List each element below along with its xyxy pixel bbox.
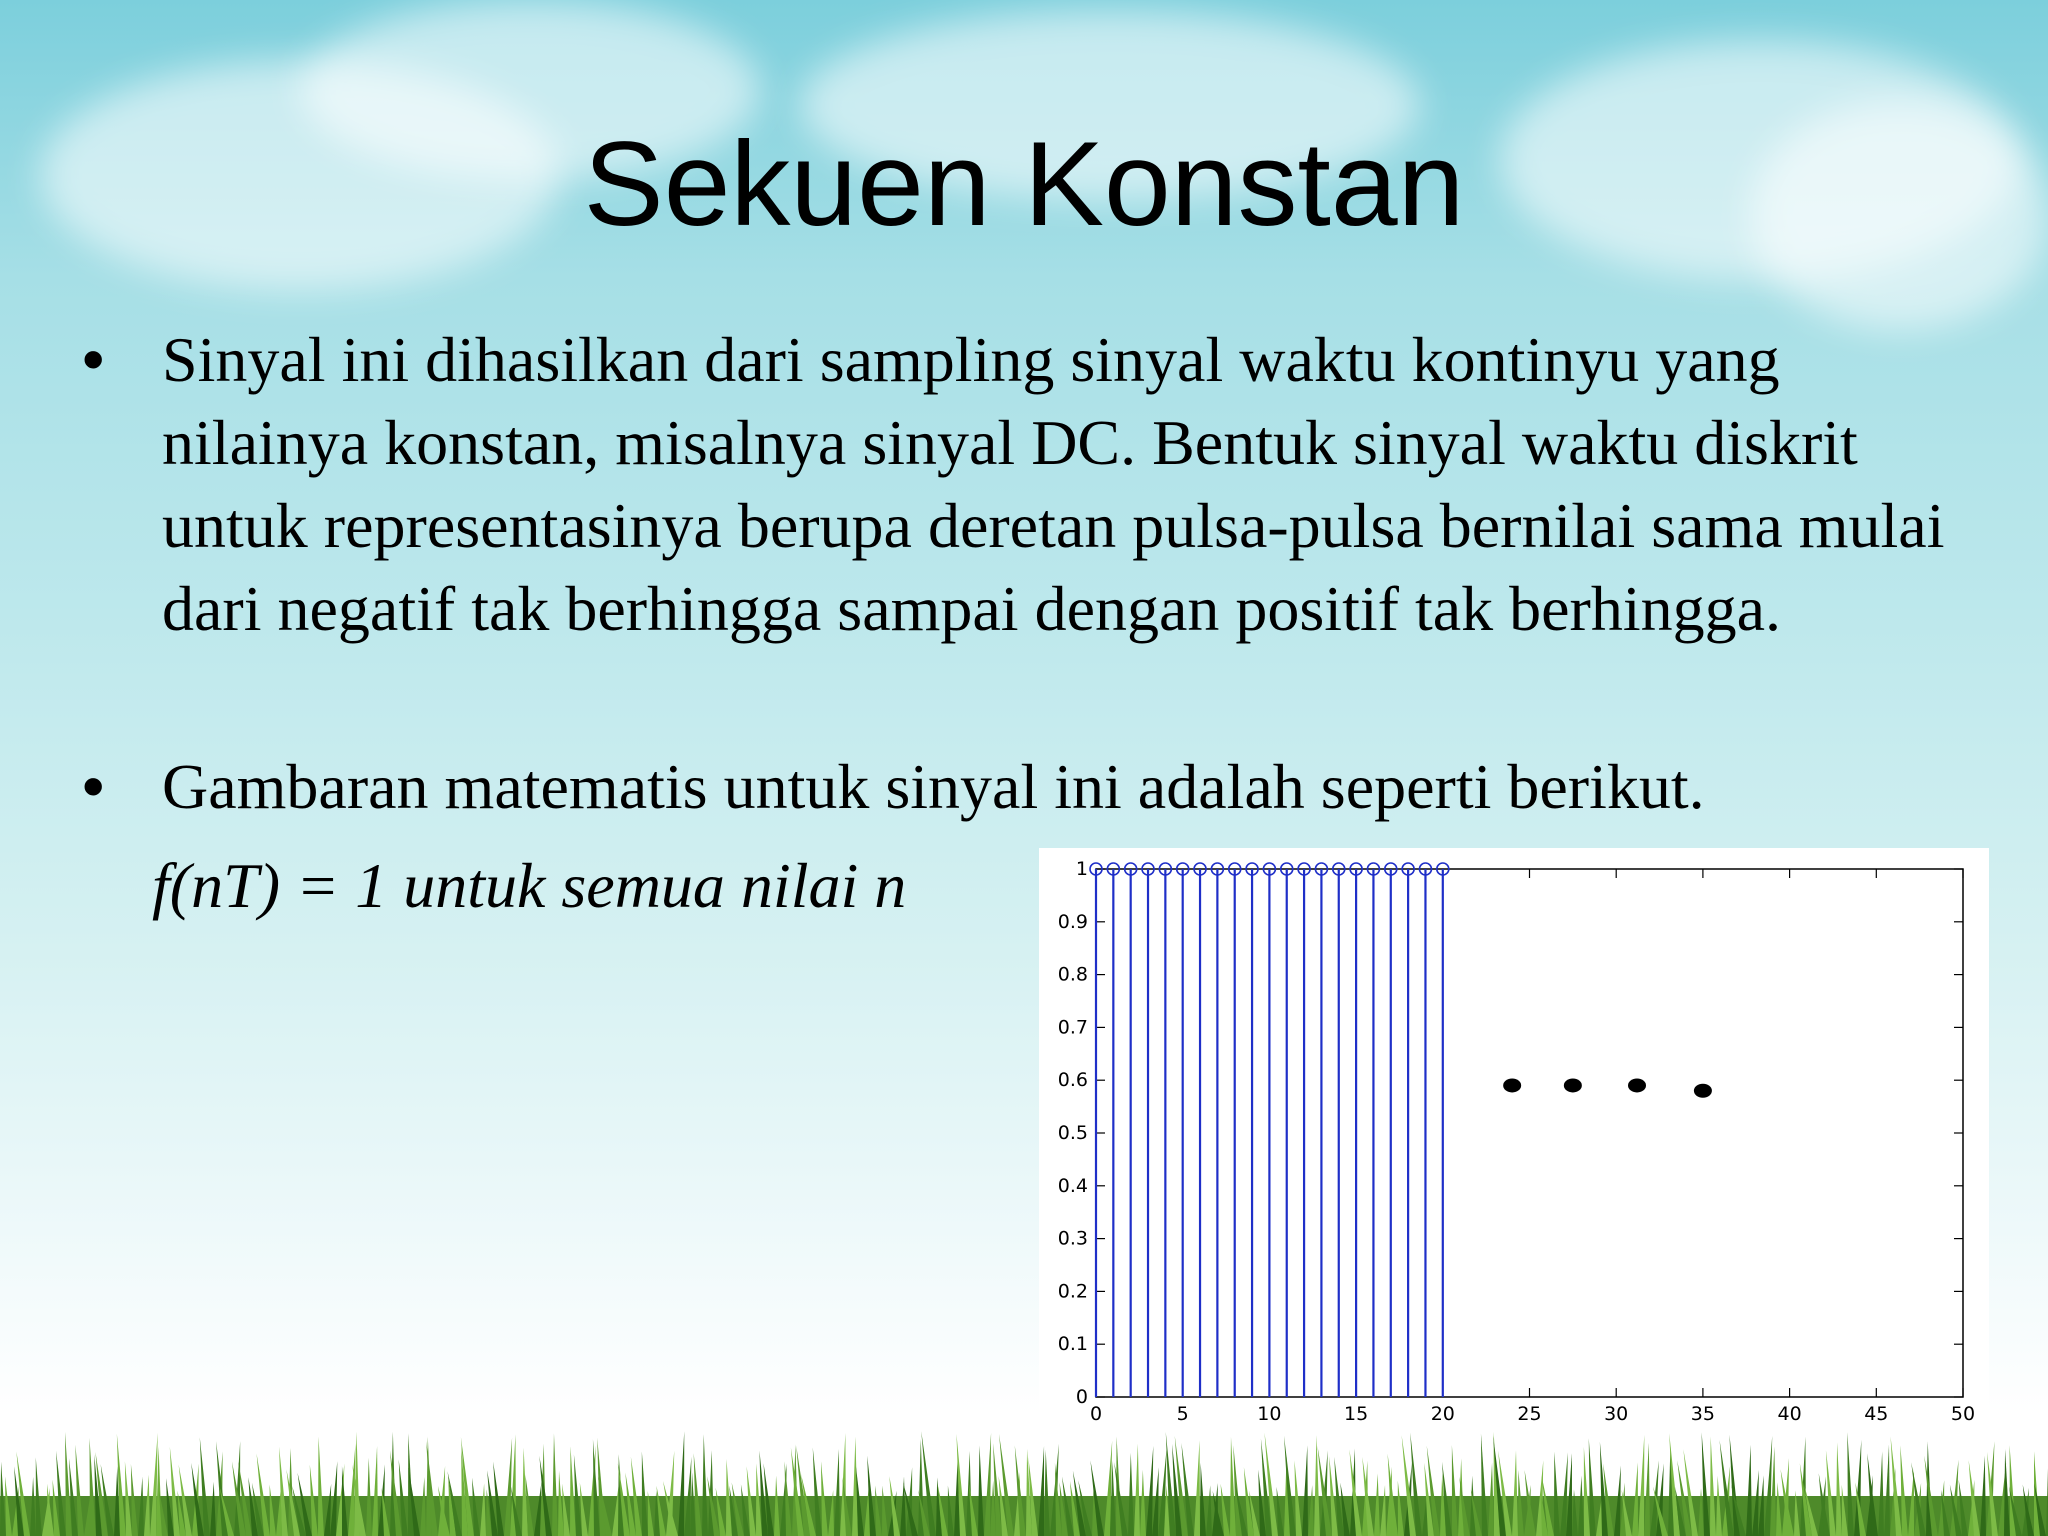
x-tick-label: 10 (1257, 1403, 1282, 1425)
grass-blade (1836, 1442, 1842, 1536)
y-tick-label: 0.7 (1057, 1016, 1088, 1039)
y-tick-label: 0.1 (1057, 1333, 1088, 1356)
grass-blade (1194, 1440, 1200, 1536)
grass-blade (1710, 1436, 1716, 1536)
y-tick-label: 0 (1075, 1386, 1088, 1408)
grass-blade (1554, 1452, 1560, 1536)
chart-svg (1039, 848, 1989, 1430)
grass-blade (1884, 1445, 1890, 1536)
y-tick-label: 0.8 (1057, 963, 1088, 986)
x-tick-label: 25 (1517, 1403, 1542, 1425)
grass-blade (1044, 1450, 1050, 1536)
grass-blade (1128, 1453, 1134, 1536)
y-tick-label: 0.2 (1057, 1280, 1088, 1303)
grass-blade (1746, 1445, 1752, 1536)
continuation-dot (1628, 1078, 1646, 1092)
grass-blade (1038, 1446, 1044, 1536)
y-tick-label: 0.5 (1057, 1122, 1088, 1144)
grass-blade (966, 1451, 972, 1536)
x-tick-label: 40 (1777, 1403, 1802, 1425)
grass-blade (1980, 1456, 1986, 1536)
grass-blade (1314, 1435, 1320, 1536)
continuation-dot (1503, 1078, 1521, 1092)
bullet-text: Gambaran matematis untuk sinyal ini adalah seperti berikut. (162, 751, 1705, 822)
continuation-dot (1564, 1078, 1582, 1092)
grass-blade (678, 1431, 684, 1536)
grass-blade (1847, 1432, 1854, 1536)
grass-blade (984, 1433, 991, 1536)
x-tick-label: 50 (1950, 1403, 1976, 1425)
formula: f(nT) = 1 untuk semua nilai n (152, 850, 907, 921)
grass-blade (1134, 1444, 1140, 1536)
grass-blade (1512, 1450, 1518, 1536)
grass-blade (1589, 1438, 1596, 1536)
grass-blade (552, 1433, 558, 1536)
bullet-marker: • (82, 750, 105, 822)
grass-blade (978, 1445, 984, 1536)
x-tick-label: 20 (1430, 1403, 1455, 1425)
grass-blade (1644, 1443, 1650, 1536)
grass-blade (318, 1437, 324, 1536)
x-tick-label: 15 (1344, 1403, 1369, 1425)
bullet-marker: • (82, 323, 105, 395)
y-tick-label: 0.9 (1057, 910, 1088, 933)
grass-blade (834, 1449, 840, 1536)
y-tick-label: 0.6 (1057, 1069, 1088, 1092)
x-tick-label: 0 (1089, 1403, 1103, 1425)
plot-frame (1096, 869, 1963, 1397)
grass-blade (2004, 1449, 2010, 1536)
slide-title: Sekuen Konstan (583, 117, 1465, 251)
grass-blade (1302, 1445, 1308, 1536)
grass-blade (1638, 1435, 1644, 1536)
x-tick-label: 30 (1604, 1403, 1629, 1425)
grass-decoration (0, 1426, 2048, 1536)
grass-blade (1452, 1445, 1458, 1536)
grass-blade (1878, 1451, 1884, 1536)
grass-blade (1481, 1433, 1488, 1536)
x-tick-label: 5 (1176, 1403, 1189, 1425)
grass-blade (702, 1434, 708, 1536)
x-tick-label: 45 (1864, 1403, 1889, 1425)
x-tick-label: 35 (1690, 1403, 1715, 1425)
grass-blade (642, 1451, 648, 1536)
bullet-text: Sinyal ini dihasilkan dari sampling sinyal waktu kontinyu yang nilainya konstan, misalnya sinyal DC. Bentuk sinyal waktu diskrit untuk representasinya berupa deretan pulsa-pulsa bernilai sama mulai dari negatif tak berhingga sampai dengan positif tak berhingga. (162, 324, 1945, 644)
y-tick-label: 1 (1075, 858, 1088, 880)
stem-chart (1039, 848, 1989, 1430)
y-tick-label: 0.4 (1057, 1174, 1088, 1197)
y-tick-label: 0.3 (1057, 1227, 1088, 1250)
grass-blade (372, 1446, 378, 1536)
continuation-dot (1694, 1084, 1712, 1098)
